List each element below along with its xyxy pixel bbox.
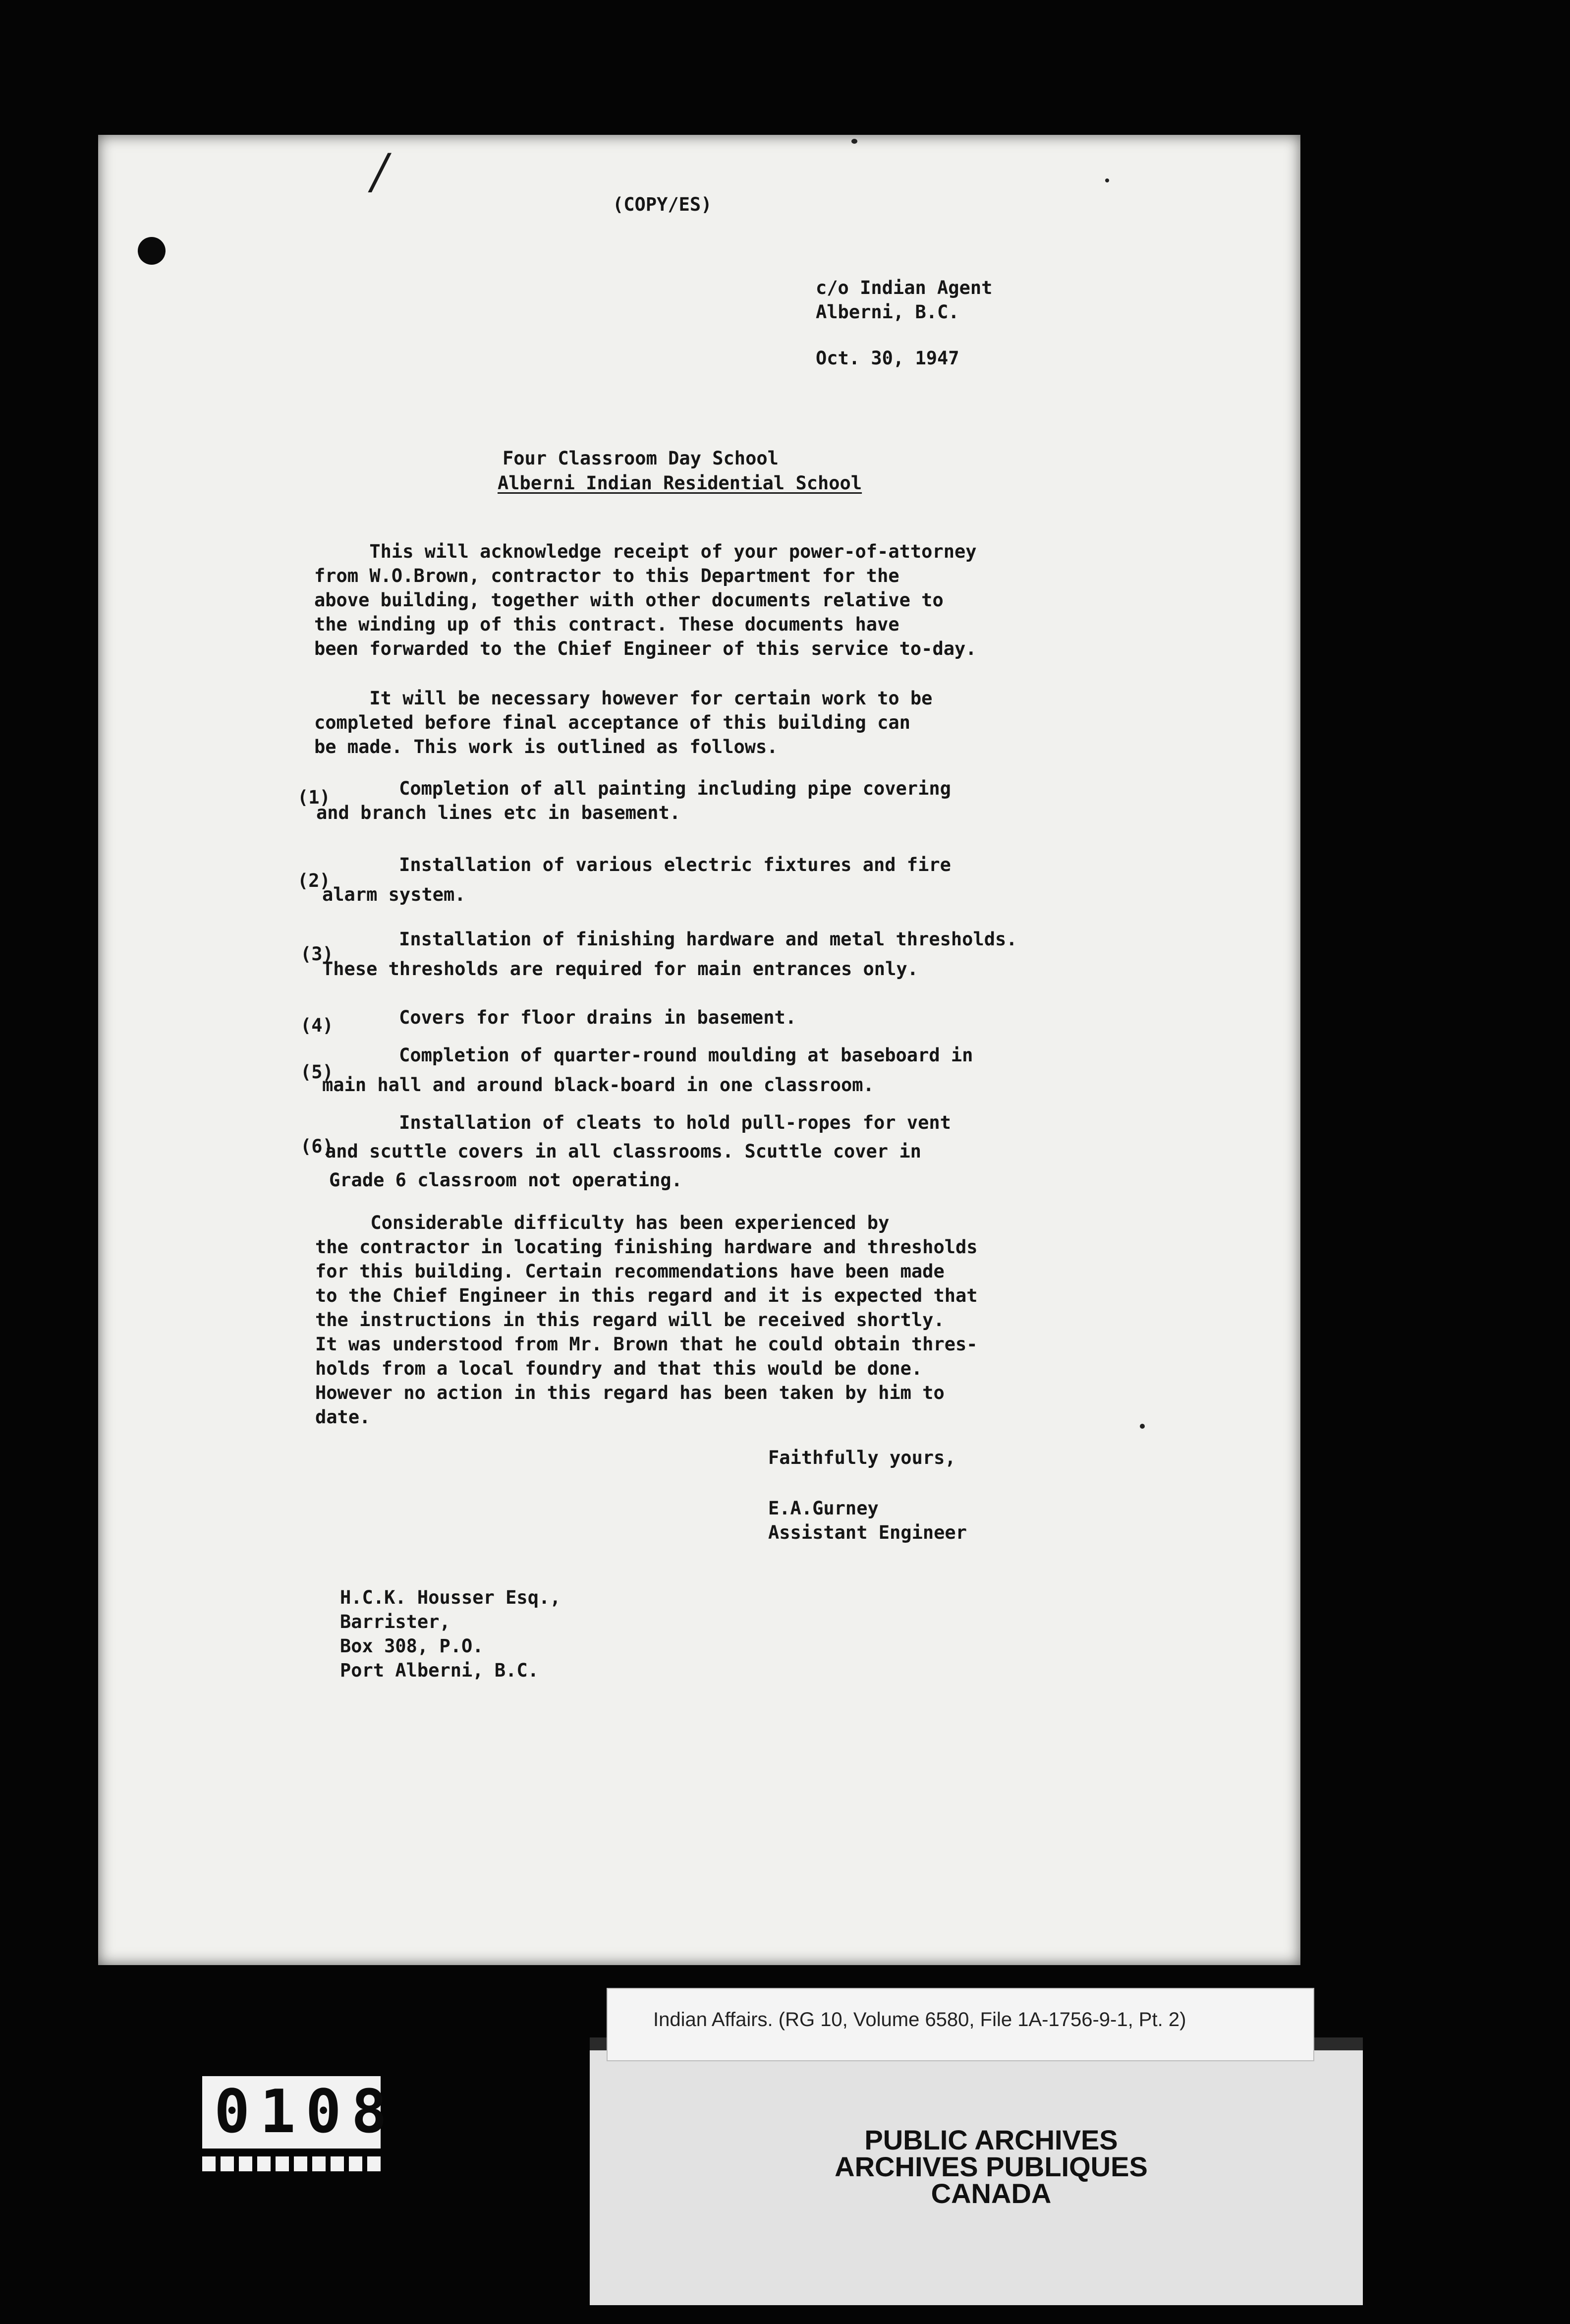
stamp-line: CANADA [931,2178,1052,2209]
stamp-line: ARCHIVES PUBLIQUES [835,2151,1148,2182]
item-line: and scuttle covers in all classrooms. Scuttle cover in [325,1141,921,1162]
signer-title: Assistant Engineer [768,1522,967,1543]
item-line: These thresholds are required for main entrances only. [322,958,918,980]
sender-address-line2: Alberni, B.C. [816,301,959,323]
paragraph-line: date. [315,1406,371,1428]
page-mark: / [372,144,388,199]
item-number: (3) [300,943,334,965]
subject-line1: Four Classroom Day School [503,448,779,469]
item-number: (1) [297,787,331,808]
paper-speck [1140,1424,1145,1429]
subject-line2: Alberni Indian Residential School [498,472,862,494]
letter-date: Oct. 30, 1947 [816,348,959,369]
paragraph-line: to the Chief Engineer in this regard and it is expected that [315,1285,978,1306]
item-number: (2) [297,870,331,891]
paragraph-line: above building, together with other documents relative to [314,589,944,611]
paragraph-line: This will acknowledge receipt of your power-of-attorney [314,541,977,562]
recipient-line: Barrister, [340,1611,450,1632]
paragraph-line: holds from a local foundry and that this would be done. [315,1358,923,1379]
copy-mark: (COPY/ES) [613,194,712,215]
item-line: Installation of various electric fixtures and fire [355,854,951,875]
signer-name: E.A.Gurney [768,1498,879,1519]
paragraph-line: However no action in this regard has been taken by him to [315,1382,945,1403]
paper-speck [1105,178,1109,182]
recipient-line: Box 308, P.O. [340,1635,484,1657]
item-line: Installation of cleats to hold pull-ropes for vent [355,1112,951,1133]
archive-stamp [689,2124,1293,2209]
item-line: Completion of quarter-round moulding at baseboard in [355,1045,973,1066]
frame-counter [202,2076,397,2149]
paragraph-line: for this building. Certain recommendations have been made [315,1261,945,1282]
paragraph-line: the winding up of this contract. These documents have [314,614,899,635]
item-number: (4) [300,1015,334,1036]
item-line: Grade 6 classroom not operating. [329,1169,682,1191]
item-line: main hall and around black-board in one classroom. [322,1074,874,1096]
item-number: (6) [300,1136,334,1157]
item-line: and branch lines etc in basement. [316,802,681,823]
paragraph-line: the contractor in locating finishing hardware and thresholds [315,1236,978,1258]
film-sprockets [202,2156,381,2171]
paper-speck [851,139,857,144]
recipient-line: Port Alberni, B.C. [340,1660,539,1681]
recipient-line: H.C.K. Housser Esq., [340,1587,561,1608]
archive-reference-label [607,1988,1314,2061]
item-number: (5) [300,1061,334,1083]
closing: Faithfully yours, [768,1447,956,1468]
item-line: Covers for floor drains in basement. [355,1007,797,1028]
paragraph-line: Considerable difficulty has been experienced by [315,1212,890,1233]
paragraph-line: been forwarded to the Chief Engineer of this service to-day. [314,638,977,659]
paragraph-line: the instructions in this regard will be received shortly. [315,1309,945,1331]
frame-number: 0108 [214,2078,397,2147]
stamp-line: PUBLIC ARCHIVES [864,2124,1118,2155]
item-line: Installation of finishing hardware and metal thresholds. [355,929,1017,950]
paragraph-line: completed before final acceptance of this building can [314,712,910,733]
paragraph-line: be made. This work is outlined as follows. [314,736,778,757]
punch-hole [138,237,166,265]
sender-address-line1: c/o Indian Agent [816,277,993,298]
paragraph-line: from W.O.Brown, contractor to this Department for the [314,565,899,586]
paragraph-line: It was understood from Mr. Brown that he could obtain thres- [315,1334,978,1355]
paragraph-line: It will be necessary however for certain work to be [314,688,933,709]
item-line: alarm system. [322,884,466,905]
archive-reference: Indian Affairs. (RG 10, Volume 6580, File 1A-1756-9-1, Pt. 2) [653,2009,1186,2031]
item-line: Completion of all painting including pipe covering [355,778,951,799]
